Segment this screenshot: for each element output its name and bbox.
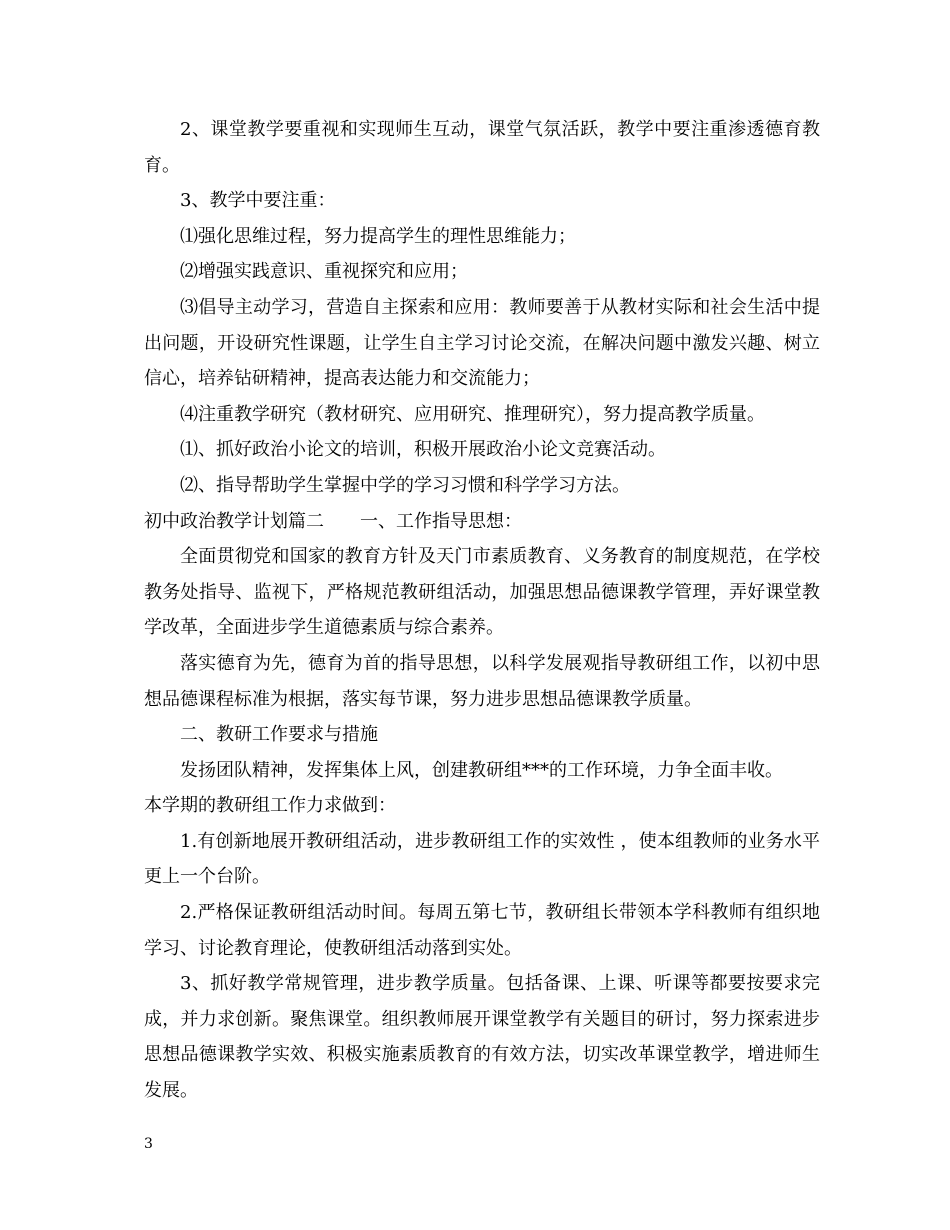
body-paragraph: 2、课堂教学要重视和实现师生互动，课堂气氛活跃，教学中要注重渗透德育教育。 bbox=[144, 119, 820, 176]
body-paragraph: 初中政治教学计划篇二 一、工作指导思想： bbox=[144, 510, 522, 532]
document-body bbox=[144, 112, 820, 1109]
body-paragraph: 1.有创新地展开教研组活动，进步教研组工作的实效性 ，使本组教师的业务水平更上一个台阶。 bbox=[144, 830, 820, 888]
body-paragraph: ⑵增强实践意识、重视探究和应用； bbox=[180, 261, 468, 283]
body-paragraph: ⑴、抓好政治小论文的培训，积极开展政治小论文竞赛活动。 bbox=[180, 439, 666, 461]
body-paragraph: 3、抓好教学常规管理，进步教学质量。包括备课、上课、听课等都要按要求完成，并力求创新。聚焦课堂。组织教师展开课堂教学有关题目的研讨，努力探索进步思想品德课教学实效、积极实施素质教育的有效方法，切实改革课堂教学，增进师生发展。 bbox=[144, 973, 820, 1102]
page-number: 3 bbox=[144, 1136, 153, 1152]
body-paragraph: 本学期的教研组工作力求做到： bbox=[144, 795, 396, 817]
body-paragraph: 全面贯彻党和国家的教育方针及天门市素质教育、义务教育的制度规范，在学校教务处指导、监视下，严格规范教研组活动，加强思想品德课教学管理，弄好课堂教学改革，全面进步学生道德素质与综合素养。 bbox=[144, 546, 820, 639]
body-paragraph: 落实德育为先，德育为首的指导思想，以科学发展观指导教研组工作，以初中思想品德课程标准为根据，落实每节课，努力进步思想品德课教学质量。 bbox=[144, 652, 820, 710]
body-paragraph: 二、教研工作要求与措施 bbox=[180, 724, 378, 746]
body-paragraph: ⑴强化思维过程，努力提高学生的理性思维能力； bbox=[180, 225, 576, 247]
body-paragraph: 发扬团队精神，发挥集体上风，创建教研组***的工作环境，力争全面丰收。 bbox=[180, 759, 783, 781]
body-paragraph: 2.严格保证教研组活动时间。每周五第七节，教研组长带领本学科教师有组织地学习、讨论教育理论，使教研组活动落到实处。 bbox=[144, 902, 820, 959]
body-paragraph: 3、教学中要注重： bbox=[180, 190, 336, 212]
body-paragraph: ⑷注重教学研究（教材研究、应用研究、推理研究），努力提高教学质量。 bbox=[180, 403, 765, 425]
body-paragraph: ⑵、指导帮助学生掌握中学的学习习惯和科学学习方法。 bbox=[180, 474, 630, 496]
body-paragraph: ⑶倡导主动学习，营造自主探索和应用：教师要善于从教材实际和社会生活中提出问题，开设研究性课题，让学生自主学习讨论交流，在解决问题中激发兴趣、树立信心，培养钻研精神，提高表达能力和交流能力； bbox=[144, 296, 820, 390]
